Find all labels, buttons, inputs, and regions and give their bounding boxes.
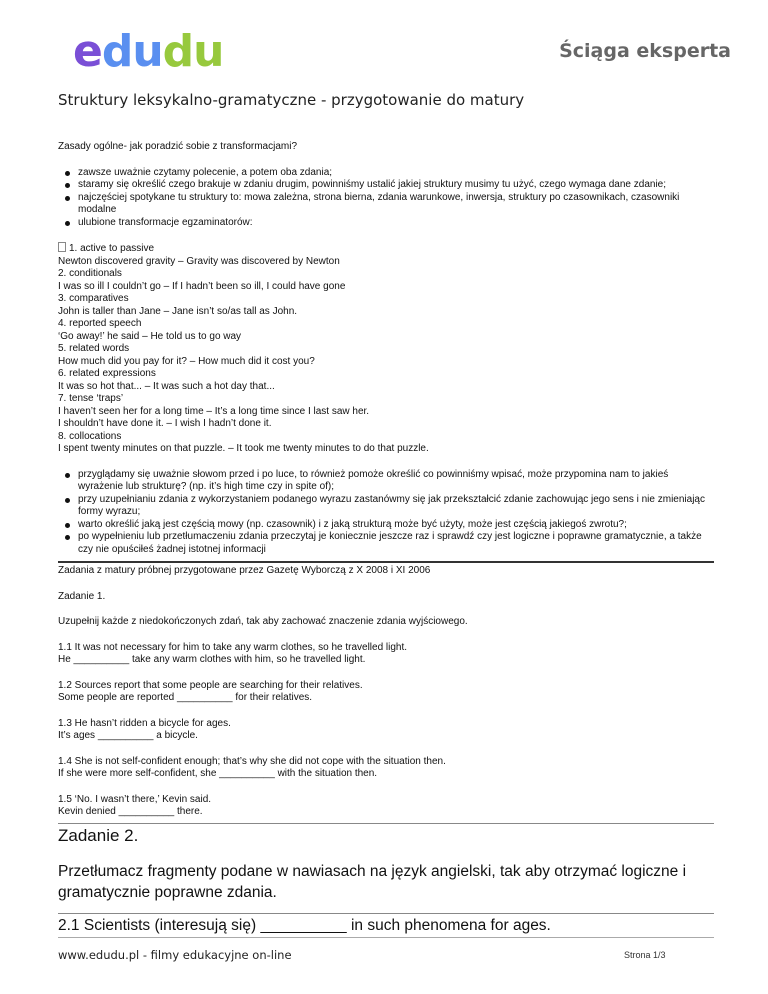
divider — [58, 913, 714, 914]
task2-item: 2.1 Scientists (interesują się) __________ in such phenomena for ages. — [58, 916, 551, 934]
document-title: Struktury leksykalno-gramatyczne - przygotowanie do matury — [58, 91, 525, 109]
divider — [58, 561, 714, 563]
list-item: 7. tense ‘traps’ — [58, 393, 124, 404]
list-item: I spent twenty minutes on that puzzle. – It took me twenty minutes to do that puzzle. — [58, 443, 429, 454]
list-item: ulubione transformacje egzaminatorów: — [78, 217, 714, 230]
list-item: najczęściej spotykane tu struktury to: mowa zależna, strona bierna, zdania warunkowe, inwersja, struktury po czasownikach, czasowniki modalne — [78, 192, 714, 217]
list-item: I shouldn’t have done it. – I wish I hadn’t done it. — [58, 418, 272, 429]
missing-glyph-icon — [58, 242, 66, 252]
list-item: 1.3 He hasn’t ridden a bicycle for ages. It’s ages __________ a bicycle. — [58, 717, 231, 741]
list-item: 1.1 It was not necessary for him to take any warm clothes, so he travelled light. He __________ take any warm clothes with him, so he travelled light. — [58, 641, 408, 665]
list-item: 8. collocations — [58, 430, 122, 442]
list-item: 1. active to passive — [58, 242, 714, 256]
list-item: 4. reported speech — [58, 318, 142, 329]
list-item: 1.4 She is not self-confident enough; that’s why she did not cope with the situation then. If she were more self-confident, she __________ with the situation then. — [58, 755, 446, 779]
list-item: I haven’t seen her for a long time – It’s a long time since I last saw her. — [58, 405, 370, 417]
list-item: staramy się określić czego brakuje w zdaniu drugim, powinniśmy ustalić jakiej struktury musimy tu użyć, czego wymaga dane zdanie; — [78, 179, 714, 192]
footer-divider — [58, 937, 714, 938]
list-item: 1.5 ‘No. I wasn’t there,’ Kevin said. Kevin denied __________ there. — [58, 793, 212, 817]
list-item: przy uzupełnianiu zdania z wykorzystaniem podanego wyrazu zastanówmy się jak przekształcić zdanie zachowując jego sens i nie zmieniając formy wyrazu; — [78, 494, 714, 519]
page-number: Strona 1/3 — [624, 950, 666, 960]
list-item: John is taller than Jane – Jane isn’t so/as tall as John. — [58, 305, 298, 317]
intro-question: Zasady ogólne- jak poradzić sobie z transformacjami? — [58, 141, 297, 152]
list-item: I was so ill I couldn’t go – If I hadn’t been so ill, I could have gone — [58, 280, 346, 292]
transformations-list — [58, 242, 714, 456]
list-item: It was so hot that... – It was such a hot day that... — [58, 380, 275, 392]
list-item: Newton discovered gravity – Gravity was discovered by Newton — [58, 255, 340, 267]
list-item: 3. comparatives — [58, 293, 129, 304]
task2-instruction: Przetłumacz fragmenty podane w nawiasach na język angielski, tak aby otrzymać logiczne i gramatycznie poprawne zdania. — [58, 862, 687, 901]
rules-list — [58, 167, 714, 230]
list-item: po wypełnieniu lub przetłumaczeniu zdania przeczytaj je koniecznie jeszcze raz i sprawdź czy jest logiczne i poprawne gramatycznie, a także czy nie opuściłeś żadnej istotnej informacji — [78, 531, 714, 556]
task1-title: Zadanie 1. — [58, 590, 106, 602]
footer-site-link[interactable]: www.edudu.pl - filmy edukacyjne on-line — [58, 948, 292, 962]
divider — [58, 823, 714, 824]
list-item: 5. related words — [58, 343, 130, 354]
list-item: zawsze uważnie czytamy polecenie, a potem oba zdania; — [78, 167, 714, 180]
tagline: Ściąga eksperta — [559, 40, 731, 62]
list-item: ‘Go away!’ he said – He told us to go way — [58, 330, 242, 342]
task1-items — [58, 642, 714, 819]
task2-title: Zadanie 2. — [58, 825, 139, 845]
logo-du-2: du — [162, 26, 224, 77]
logo-e: e — [73, 26, 102, 77]
list-item: 2. conditionals — [58, 268, 122, 279]
list-item: 6. related expressions — [58, 368, 156, 379]
source-note: Zadania z matury próbnej przygotowane przez Gazetę Wyborczą z X 2008 i XI 2006 — [58, 565, 431, 576]
list-item: warto określić jaką jest częścią mowy (np. czasownik) i z jaką strukturą może być użyty, może jest częścią jakiegoś zwrotu?; — [78, 519, 714, 532]
edudu-logo[interactable] — [73, 26, 224, 77]
list-item: How much did you pay for it? – How much did it cost you? — [58, 355, 315, 367]
task1-instruction: Uzupełnij każde z niedokończonych zdań, tak aby zachować znaczenie zdania wyjściowego. — [58, 616, 468, 627]
list-item: 1.2 Sources report that some people are searching for their relatives. Some people are reported __________ for their relatives. — [58, 679, 363, 703]
list-item: przyglądamy się uważnie słowom przed i po luce, to również pomoże określić co powinniśmy wpisać, może przypomina nam to jakieś wyrażenie lub strukturę? (np. it’s high time czy in spite of); — [78, 469, 714, 494]
tips-list — [58, 469, 714, 557]
document-body — [58, 141, 714, 935]
logo-du-1: du — [101, 26, 163, 77]
